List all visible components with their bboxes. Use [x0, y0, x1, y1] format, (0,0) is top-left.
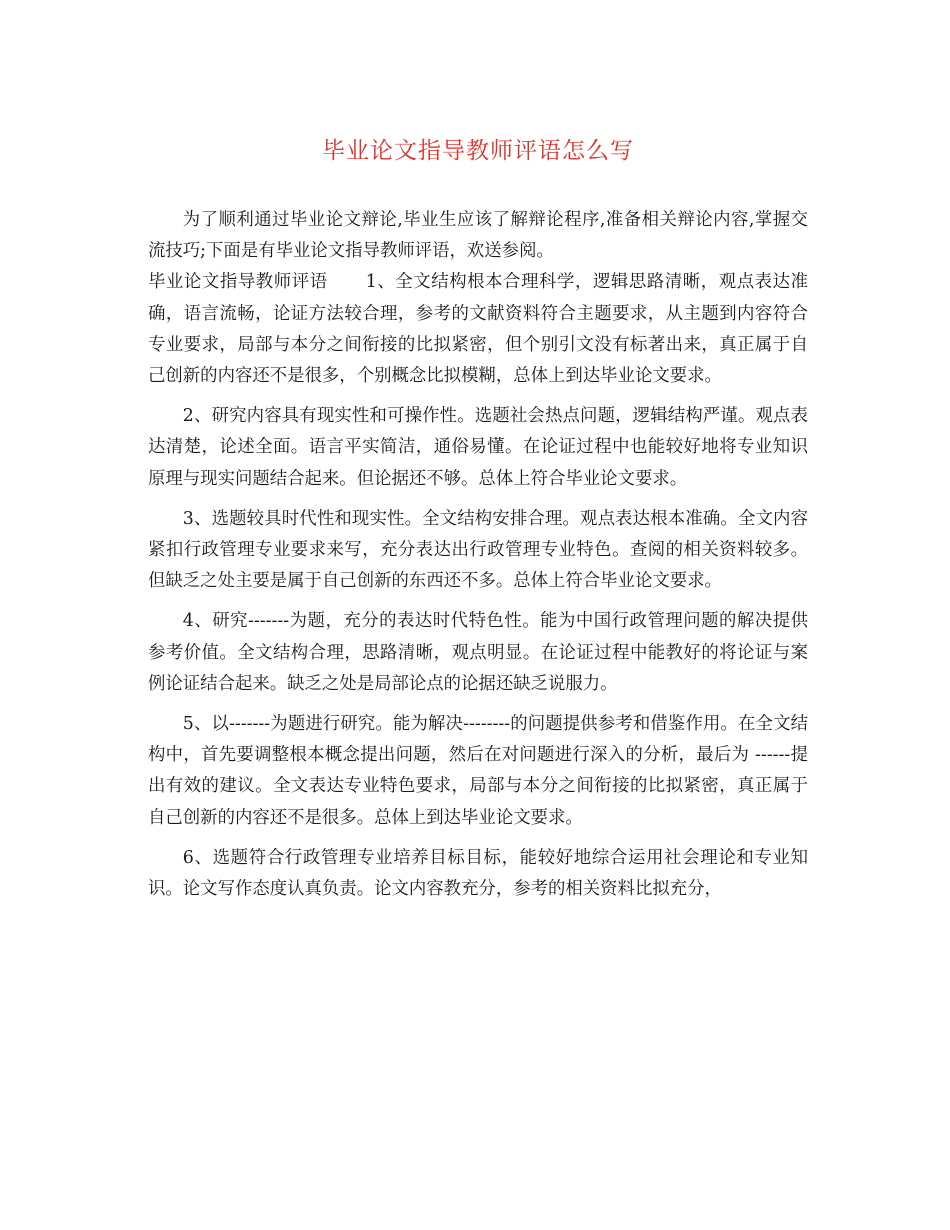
comment-paragraph-4: 4、研究-------为题，充分的表达时代特色性。能为中国行政管理问题的解决提供参考价值。全文结构合理，思路清晰，观点明显。在论证过程中能教好的将论证与案例论证结合起来。缺乏之处是局部论点的论据还缺乏说服力。 — [148, 611, 808, 694]
comment-paragraph-2: 2、研究内容具有现实性和可操作性。选题社会热点问题，逻辑结构严谨。观点表达清楚，论述全面。语言平实简洁，通俗易懂。在论证过程中也能较好地将专业知识原理与现实问题结合起来。但论据还不够。总体上符合毕业论文要求。 — [148, 406, 808, 489]
section-label: 毕业论文指导教师评语 — [148, 272, 328, 293]
comment-paragraph-5: 5、以-------为题进行研究。能为解决--------的问题提供参考和借鉴作用。在全文结构中，首先要调整根本概念提出问题，然后在对问题进行深入的分析，最后为 ------提出有效的建议。全文表达专业特色要求，局部与本分之间衔接的比拟紧密，真正属于自己创新的内容还不是很多。总体上到达毕业论文要求。 — [148, 714, 808, 828]
document-title: 毕业论文指导教师评语怎么写 — [322, 138, 634, 164]
document-body — [148, 205, 808, 914]
comment-1-text: 1、全文结构根本合理科学，逻辑思路清晰，观点表达准确，语言流畅，论证方法较合理，参考的文献资料符合主题要求，从主题到内容符合专业要求，局部与本分之间衔接的比拟紧密，但个别引文没有标著出来，真正属于自己创新的内容还不是很多，个别概念比拟模糊，总体上到达毕业论文要求。 — [148, 272, 808, 387]
comment-paragraph-6: 6、选题符合行政管理专业培养目标目标，能较好地综合运用社会理论和专业知识。论文写作态度认真负责。论文内容教充分，参考的相关资料比拟充分， — [148, 847, 808, 900]
comment-paragraph-3: 3、选题较具时代性和现实性。全文结构安排合理。观点表达根本准确。全文内容紧扣行政管理专业要求来写，充分表达出行政管理专业特色。查阅的相关资料较多。但缺乏之处主要是属于自己创新的东西还不多。总体上符合毕业论文要求。 — [148, 508, 808, 592]
intro-paragraph: 为了顺利通过毕业论文辩论,毕业生应该了解辩论程序,准备相关辩论内容,掌握交流技巧;下面是有毕业论文指导教师评语，欢送参阅。 — [148, 210, 808, 262]
comment-paragraph-1 — [148, 267, 808, 392]
